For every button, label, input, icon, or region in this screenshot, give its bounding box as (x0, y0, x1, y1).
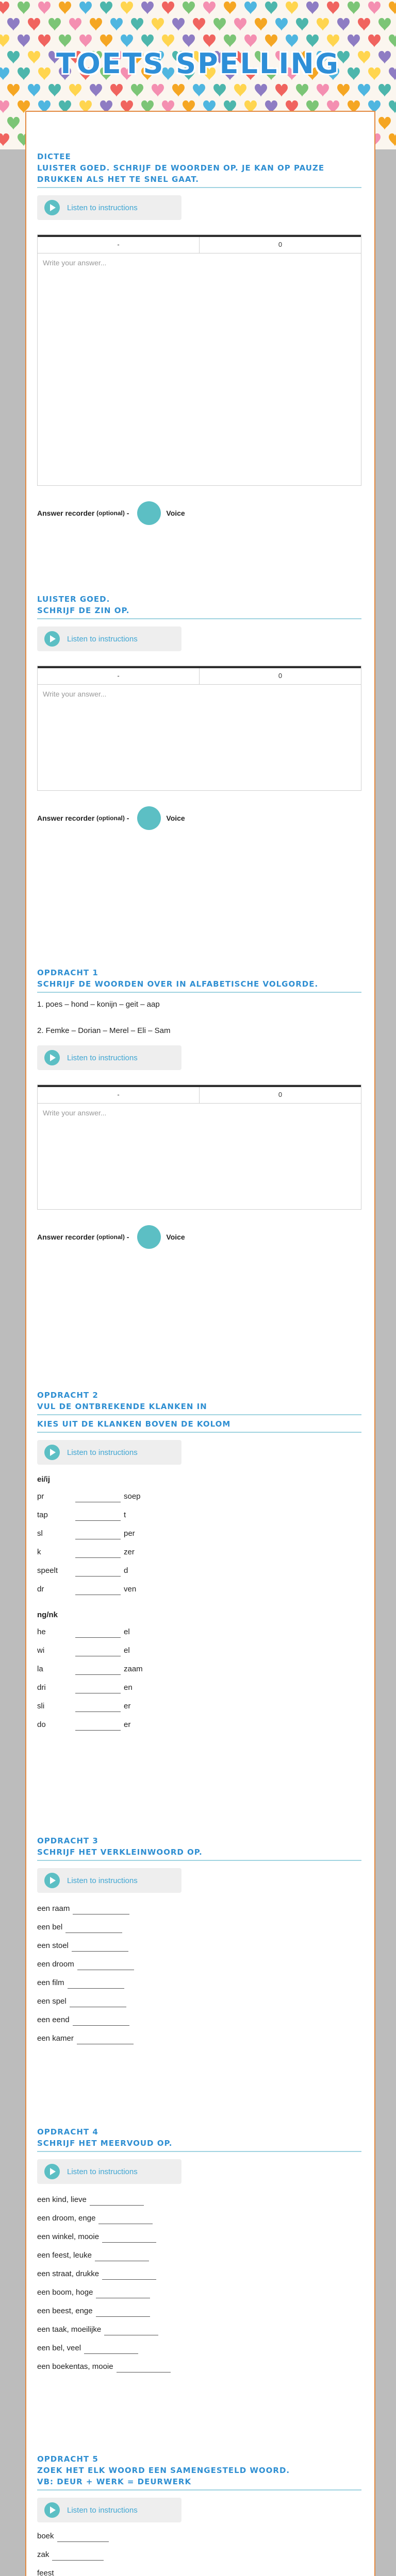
heart-icon (59, 2, 71, 14)
recorder-optional: (optional) (96, 1233, 125, 1241)
heart-icon (28, 18, 40, 31)
recorder-dash: - (126, 509, 129, 517)
answer-blank[interactable] (75, 1629, 121, 1638)
heart-icon (183, 2, 195, 14)
fill-row (37, 1558, 361, 1577)
section-instruction-2: KIES UIT DE KLANKEN BOVEN DE KOLOM (37, 1419, 231, 1429)
heart-icon (327, 35, 339, 47)
listen-label: Listen to instructions (67, 203, 138, 212)
fill-word: een kind, lieve (37, 2195, 87, 2204)
fill-word: een taak, moeilijke (37, 2325, 102, 2334)
divider (37, 187, 361, 188)
fill-row (37, 1656, 361, 1675)
heart-icon (48, 84, 61, 97)
answer-blank[interactable] (73, 2016, 129, 2026)
answer-blank[interactable] (84, 2345, 138, 2354)
heart-icon (327, 2, 339, 14)
answer-blank[interactable] (96, 2289, 150, 2298)
heart-icon (265, 35, 277, 47)
answer-blank[interactable] (57, 2570, 109, 2576)
fill-word: boek (37, 2532, 54, 2540)
group-title-ei-ij: ei/ij (37, 1475, 51, 1484)
fill-row (37, 1970, 361, 1989)
heart-icon (141, 2, 154, 14)
heart-icon (79, 35, 92, 47)
fill-row (37, 1675, 361, 1693)
heart-icon (152, 18, 164, 31)
divider (37, 2151, 361, 2152)
fill-prefix: dri (37, 1683, 46, 1692)
voice-label: Voice (166, 814, 185, 822)
heart-icon (0, 133, 9, 146)
heart-icon (234, 84, 246, 97)
fill-suffix: er (124, 1720, 131, 1729)
fill-row (37, 2007, 361, 2026)
recorder-label: Answer recorder (37, 1233, 95, 1241)
section-opdracht-3 (37, 1835, 361, 2044)
heart-icon (152, 84, 164, 97)
section-instruction: SCHRIJF HET MEERVOUD OP. (37, 2139, 173, 2148)
fill-row (37, 1577, 361, 1595)
recorder-optional: (optional) (96, 815, 125, 822)
heart-icon (38, 35, 51, 47)
heart-icon (69, 18, 81, 31)
section-dictee (37, 151, 361, 525)
recorder-label: Answer recorder (37, 814, 95, 822)
listen-button[interactable] (37, 1440, 182, 1465)
heart-icon (131, 84, 143, 97)
heart-icon (0, 100, 9, 113)
answer-box[interactable] (37, 234, 361, 486)
record-voice-button[interactable] (137, 806, 161, 830)
listen-label: Listen to instructions (67, 634, 138, 643)
heart-icon (0, 35, 9, 47)
fill-row (37, 2561, 361, 2576)
heart-icon (244, 2, 257, 14)
fill-prefix: la (37, 1665, 43, 1673)
heart-icon (141, 35, 154, 47)
answer-box[interactable] (37, 666, 361, 791)
fill-word: een beest, enge (37, 2307, 93, 2315)
heart-icon (90, 18, 102, 31)
listen-label: Listen to instructions (67, 1448, 138, 1457)
heart-icon (203, 35, 216, 47)
section-heading: OPDRACHT 2 (37, 1391, 98, 1400)
heart-icon (7, 84, 20, 97)
fill-row (37, 2317, 361, 2335)
fill-row (37, 2243, 361, 2261)
heart-icon (59, 35, 71, 47)
section-instruction: SCHRIJF DE ZIN OP. (37, 606, 130, 615)
answer-blank[interactable] (75, 1684, 121, 1693)
answer-recorder (37, 806, 361, 830)
play-icon (44, 1445, 60, 1460)
fill-list-meervoud (37, 2187, 361, 2372)
heart-icon (100, 35, 112, 47)
divider (37, 1414, 361, 1415)
answer-blank[interactable] (75, 1549, 121, 1558)
heart-icon (275, 18, 288, 31)
heart-icon (255, 18, 267, 31)
listen-label: Listen to instructions (67, 1876, 138, 1885)
fill-row (37, 1933, 361, 1952)
heart-icon (255, 84, 267, 97)
answer-blank[interactable] (95, 2252, 149, 2261)
answer-blank[interactable] (75, 1666, 121, 1675)
fill-suffix: zaam (124, 1665, 143, 1673)
fill-suffix: t (124, 1511, 126, 1519)
fill-row (37, 1638, 361, 1656)
heart-icon (28, 84, 40, 97)
fill-word: een eend (37, 2015, 70, 2024)
section-opdracht-1 (37, 967, 361, 1249)
fill-row (37, 1502, 361, 1521)
fill-suffix: d (124, 1566, 128, 1575)
answer-blank[interactable] (77, 2035, 134, 2044)
fill-prefix: k (37, 1548, 41, 1556)
answer-blank[interactable] (70, 1998, 126, 2007)
section-opdracht-4 (37, 2126, 361, 2372)
voice-label: Voice (166, 509, 185, 517)
heart-icon (337, 84, 350, 97)
heart-icon (69, 84, 81, 97)
record-voice-button[interactable] (137, 1225, 161, 1249)
heart-icon (7, 117, 20, 130)
fill-row (37, 1914, 361, 1933)
divider (37, 992, 361, 993)
answer-blank[interactable] (65, 1924, 122, 1933)
heart-icon (389, 100, 396, 113)
fill-list-ei-ij (37, 1484, 361, 1595)
fill-row (37, 2542, 361, 2561)
answer-blank[interactable] (75, 1512, 121, 1521)
toolbar-zero[interactable]: 0 (278, 672, 283, 680)
heart-icon (224, 35, 236, 47)
answer-blank[interactable] (75, 1567, 121, 1577)
heart-icon (90, 84, 102, 97)
heart-icon (121, 2, 133, 14)
heart-icon (337, 18, 350, 31)
heart-icon (38, 2, 51, 14)
listen-button[interactable] (37, 626, 182, 651)
fill-prefix: he (37, 1628, 46, 1636)
heart-icon (348, 2, 360, 14)
heart-icon (172, 84, 185, 97)
play-icon (44, 631, 60, 647)
heart-icon (110, 18, 123, 31)
fill-row (37, 1693, 361, 1712)
fill-prefix: pr (37, 1492, 44, 1501)
recorder-optional: (optional) (96, 510, 125, 517)
answer-blank[interactable] (75, 1493, 121, 1502)
heart-icon (48, 18, 61, 31)
answer-toolbar (38, 666, 361, 685)
answer-input[interactable]: Write your answer... (43, 259, 107, 267)
answer-blank[interactable] (102, 2233, 156, 2243)
answer-blank[interactable] (77, 1961, 134, 1970)
answer-input[interactable]: Write your answer... (43, 1109, 107, 1117)
fill-row (37, 2206, 361, 2224)
heart-icon (265, 2, 277, 14)
fill-suffix: er (124, 1702, 131, 1710)
section-heading: OPDRACHT 3 (37, 1836, 98, 1845)
heart-icon (131, 18, 143, 31)
word-list-1: 1. poes – hond – konijn – geit – aap (37, 1000, 160, 1009)
fill-row (37, 2026, 361, 2044)
worksheet (25, 111, 375, 2576)
section-instruction: SCHRIJF HET VERKLEINWOORD OP. (37, 1848, 203, 1857)
play-icon (44, 2502, 60, 2518)
fill-row (37, 2224, 361, 2243)
heart-icon (286, 35, 298, 47)
listen-button[interactable] (37, 1868, 182, 1893)
heart-icon (172, 18, 185, 31)
section-instruction: VUL DE ONTBREKENDE KLANKEN IN (37, 1402, 207, 1411)
answer-blank[interactable] (102, 2270, 156, 2280)
voice-label: Voice (166, 1233, 185, 1241)
answer-blank[interactable] (52, 2551, 104, 2561)
fill-row (37, 1539, 361, 1558)
heart-icon (275, 84, 288, 97)
fill-row (37, 2523, 361, 2542)
heart-icon (296, 18, 308, 31)
fill-prefix: sli (37, 1702, 45, 1710)
fill-word: een winkel, mooie (37, 2232, 100, 2241)
answer-blank[interactable] (68, 1979, 124, 1989)
divider (37, 1860, 361, 1861)
answer-blank[interactable] (117, 2363, 171, 2372)
fill-word: een film (37, 1978, 64, 1987)
fill-suffix: el (124, 1628, 130, 1636)
answer-blank[interactable] (73, 1905, 129, 1914)
heart-icon (368, 2, 381, 14)
heart-icon (317, 84, 329, 97)
fill-row (37, 2280, 361, 2298)
toolbar-dash[interactable]: - (38, 237, 200, 253)
heart-icon (18, 35, 30, 47)
fill-list-samengesteld (37, 2523, 361, 2576)
fill-row (37, 1989, 361, 2007)
fill-word: een bel, veel (37, 2344, 81, 2352)
divider (37, 618, 361, 619)
fill-suffix: zer (124, 1548, 135, 1556)
fill-word: een boom, hoge (37, 2288, 93, 2297)
heart-icon (306, 2, 319, 14)
fill-list-verkleinwoord (37, 1896, 361, 2044)
fill-word: een kamer (37, 2034, 74, 2043)
heart-icon (7, 18, 20, 31)
answer-recorder (37, 1225, 361, 1249)
heart-icon (244, 35, 257, 47)
section-heading: OPDRACHT 1 (37, 968, 98, 977)
heart-icon (0, 2, 9, 14)
answer-blank[interactable] (72, 1942, 128, 1952)
play-icon (44, 1873, 60, 1888)
answer-blank[interactable] (96, 2308, 150, 2317)
answer-blank[interactable] (75, 1586, 121, 1595)
fill-word: een bel (37, 1923, 63, 1931)
heart-icon (234, 18, 246, 31)
answer-blank[interactable] (57, 2533, 109, 2542)
fill-suffix: per (124, 1529, 135, 1538)
group-title-ng-nk: ng/nk (37, 1611, 58, 1619)
heart-icon (389, 2, 396, 14)
section-heading: OPDRACHT 4 (37, 2127, 98, 2137)
fill-row (37, 2187, 361, 2206)
fill-word: een straat, drukke (37, 2269, 100, 2278)
fill-row (37, 2335, 361, 2354)
fill-row (37, 1619, 361, 1638)
play-icon (44, 2164, 60, 2179)
fill-word: een stoel (37, 1941, 69, 1950)
heart-icon (213, 84, 226, 97)
answer-recorder (37, 501, 361, 525)
heart-icon (162, 35, 174, 47)
fill-prefix: tap (37, 1511, 48, 1519)
section-opdracht-2 (37, 1389, 361, 1731)
fill-word: een spel (37, 1997, 67, 2006)
fill-list-ng-nk (37, 1619, 361, 1731)
recorder-dash: - (126, 814, 129, 822)
answer-blank[interactable] (98, 2215, 153, 2224)
fill-suffix: el (124, 1646, 130, 1655)
fill-word: een feest, leuke (37, 2251, 92, 2260)
answer-toolbar (38, 235, 361, 253)
listen-button[interactable] (37, 195, 182, 220)
fill-row (37, 1484, 361, 1502)
answer-input[interactable]: Write your answer... (43, 690, 107, 698)
fill-prefix: do (37, 1720, 46, 1729)
fill-prefix: sl (37, 1529, 43, 1538)
fill-word: een droom, enge (37, 2214, 96, 2223)
heart-icon (121, 35, 133, 47)
section-example: VB: DEUR + WERK = DEURWERK (37, 2477, 192, 2486)
toolbar-dash[interactable]: - (38, 668, 200, 684)
section-instruction: LUISTER GOED. SCHRIJF DE WOORDEN OP. JE KAN OP PAUZE DRUKKEN ALS HET TE SNEL GAAT. (37, 163, 325, 184)
fill-suffix: en (124, 1683, 133, 1692)
section-instruction: SCHRIJF DE WOORDEN OVER IN ALFABETISCHE VOLGORDE. (37, 979, 319, 989)
heart-icon (100, 2, 112, 14)
fill-prefix: wi (37, 1646, 45, 1655)
heart-icon (389, 133, 396, 146)
fill-row (37, 1952, 361, 1970)
heart-icon (317, 18, 329, 31)
section-heading: OPDRACHT 5 (37, 2454, 98, 2464)
heart-icon (79, 2, 92, 14)
listen-label: Listen to instructions (67, 2167, 138, 2176)
listen-label: Listen to instructions (67, 1053, 138, 1062)
heart-icon (389, 35, 396, 47)
fill-word: een droom (37, 1960, 74, 1969)
toolbar-zero[interactable]: 0 (278, 241, 283, 248)
fill-word: feest (37, 2569, 54, 2576)
section-heading: DICTEE (37, 152, 71, 161)
heart-icon (224, 2, 236, 14)
section-instruction: ZOEK HET ELK WOORD EEN SAMENGESTELD WOORD. (37, 2466, 290, 2475)
section-opdracht-5 (37, 2453, 361, 2576)
fill-prefix: dr (37, 1585, 44, 1594)
divider (37, 1432, 361, 1433)
heart-icon (378, 117, 391, 130)
fill-word: zak (37, 2550, 50, 2559)
heart-icon (203, 2, 216, 14)
divider (37, 2489, 361, 2490)
fill-row (37, 2298, 361, 2317)
fill-row (37, 1896, 361, 1914)
answer-toolbar (38, 1085, 361, 1104)
answer-blank[interactable] (75, 1703, 121, 1712)
listen-button[interactable] (37, 2159, 182, 2184)
heart-icon (368, 35, 381, 47)
record-voice-button[interactable] (137, 501, 161, 525)
fill-row (37, 1521, 361, 1539)
word-list-2: 2. Femke – Dorian – Merel – Eli – Sam (37, 1026, 171, 1035)
recorder-dash: - (126, 1233, 129, 1241)
heart-icon (193, 84, 205, 97)
listen-button[interactable] (37, 2498, 182, 2522)
heart-icon (193, 18, 205, 31)
page-title: TOETS SPELLING (56, 47, 340, 80)
listen-label: Listen to instructions (67, 2505, 138, 2515)
listen-button[interactable] (37, 1045, 182, 1070)
fill-word: een boekentas, mooie (37, 2362, 113, 2371)
answer-box[interactable] (37, 1084, 361, 1210)
heart-icon (378, 18, 391, 31)
heart-icon (358, 84, 370, 97)
answer-blank[interactable] (75, 1721, 121, 1731)
section-luister (37, 594, 361, 830)
fill-row (37, 2261, 361, 2280)
answer-blank[interactable] (75, 1530, 121, 1539)
fill-suffix: soep (124, 1492, 141, 1501)
answer-blank[interactable] (75, 1647, 121, 1656)
answer-blank[interactable] (90, 2196, 144, 2206)
heart-icon (162, 2, 174, 14)
heart-icon (286, 2, 298, 14)
heart-icon (378, 84, 391, 97)
fill-row (37, 2354, 361, 2372)
fill-suffix: ven (124, 1585, 137, 1594)
play-icon (44, 200, 60, 215)
heart-icon (213, 18, 226, 31)
fill-prefix: speelt (37, 1566, 58, 1575)
heart-icon (183, 35, 195, 47)
heart-icon (110, 84, 123, 97)
recorder-label: Answer recorder (37, 509, 95, 517)
fill-row (37, 1712, 361, 1731)
play-icon (44, 1050, 60, 1065)
fill-word: een raam (37, 1904, 70, 1913)
heart-icon (358, 18, 370, 31)
toolbar-zero[interactable]: 0 (278, 1091, 283, 1098)
heart-icon (306, 35, 319, 47)
section-heading: LUISTER GOED. (37, 595, 110, 604)
heart-icon (296, 84, 308, 97)
answer-blank[interactable] (104, 2326, 158, 2335)
heart-icon (348, 35, 360, 47)
toolbar-dash[interactable]: - (38, 1087, 200, 1103)
heart-icon (18, 2, 30, 14)
